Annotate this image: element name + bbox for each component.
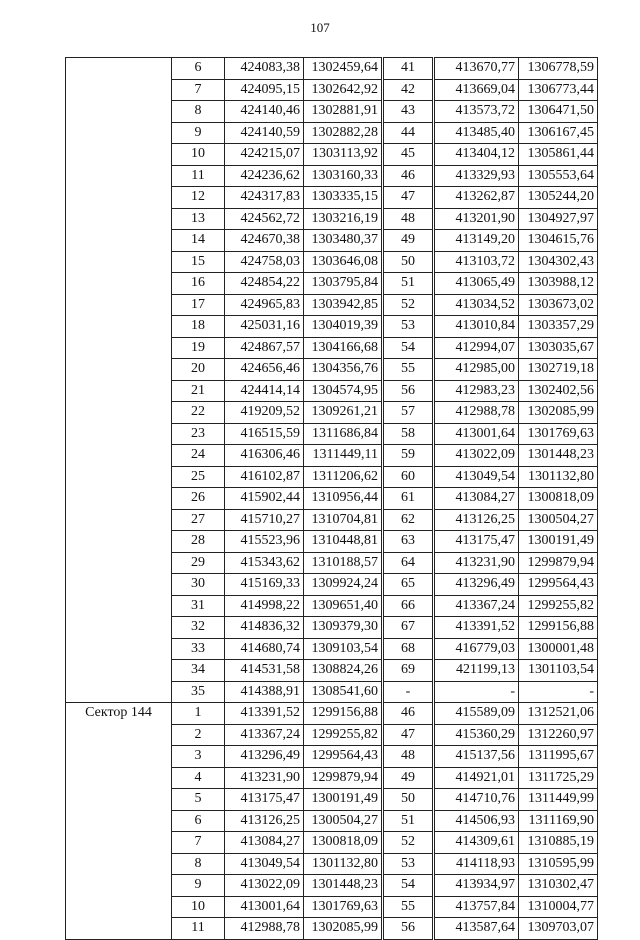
point-number-left: 26 bbox=[172, 488, 225, 510]
point-number-left: 22 bbox=[172, 402, 225, 424]
y-coordinate-right: 1303357,29 bbox=[519, 316, 598, 338]
point-number-right: 55 bbox=[383, 896, 434, 918]
point-number-left: 9 bbox=[172, 875, 225, 897]
point-number-right: 43 bbox=[383, 101, 434, 123]
x-coordinate-left: 414388,91 bbox=[225, 681, 304, 703]
point-number-left: 6 bbox=[172, 58, 225, 80]
point-number-left: 4 bbox=[172, 767, 225, 789]
y-coordinate-left: 1301448,23 bbox=[304, 875, 383, 897]
point-number-right: 46 bbox=[383, 703, 434, 725]
x-coordinate-right: 413391,52 bbox=[434, 617, 519, 639]
y-coordinate-right: 1306471,50 bbox=[519, 101, 598, 123]
y-coordinate-right: 1299156,88 bbox=[519, 617, 598, 639]
page-number: 107 bbox=[310, 20, 330, 35]
y-coordinate-right: 1304615,76 bbox=[519, 230, 598, 252]
x-coordinate-left: 413367,24 bbox=[225, 724, 304, 746]
x-coordinate-left: 413084,27 bbox=[225, 832, 304, 854]
point-number-right: 53 bbox=[383, 316, 434, 338]
y-coordinate-left: 1311449,11 bbox=[304, 445, 383, 467]
point-number-right: 52 bbox=[383, 294, 434, 316]
x-coordinate-left: 415902,44 bbox=[225, 488, 304, 510]
point-number-left: 31 bbox=[172, 595, 225, 617]
x-coordinate-left: 424965,83 bbox=[225, 294, 304, 316]
point-number-left: 18 bbox=[172, 316, 225, 338]
y-coordinate-left: 1309103,54 bbox=[304, 638, 383, 660]
y-coordinate-left: 1303480,37 bbox=[304, 230, 383, 252]
y-coordinate-right: 1301132,80 bbox=[519, 466, 598, 488]
y-coordinate-right: 1299255,82 bbox=[519, 595, 598, 617]
x-coordinate-left: 424215,07 bbox=[225, 144, 304, 166]
y-coordinate-right: 1302085,99 bbox=[519, 402, 598, 424]
point-number-left: 11 bbox=[172, 918, 225, 940]
x-coordinate-left: 413049,54 bbox=[225, 853, 304, 875]
point-number-left: 30 bbox=[172, 574, 225, 596]
x-coordinate-right: 414710,76 bbox=[434, 789, 519, 811]
point-number-right: - bbox=[383, 681, 434, 703]
x-coordinate-right: 413367,24 bbox=[434, 595, 519, 617]
x-coordinate-right: 413001,64 bbox=[434, 423, 519, 445]
point-number-right: 57 bbox=[383, 402, 434, 424]
point-number-right: 62 bbox=[383, 509, 434, 531]
x-coordinate-right: 413934,97 bbox=[434, 875, 519, 897]
y-coordinate-left: 1299255,82 bbox=[304, 724, 383, 746]
y-coordinate-right: 1301448,23 bbox=[519, 445, 598, 467]
point-number-left: 23 bbox=[172, 423, 225, 445]
y-coordinate-left: 1302642,92 bbox=[304, 79, 383, 101]
x-coordinate-right: 415589,09 bbox=[434, 703, 519, 725]
y-coordinate-right: 1303673,02 bbox=[519, 294, 598, 316]
x-coordinate-left: 424095,15 bbox=[225, 79, 304, 101]
point-number-right: 59 bbox=[383, 445, 434, 467]
y-coordinate-right: 1301769,63 bbox=[519, 423, 598, 445]
point-number-right: 52 bbox=[383, 832, 434, 854]
point-number-left: 3 bbox=[172, 746, 225, 768]
point-number-left: 17 bbox=[172, 294, 225, 316]
point-number-left: 35 bbox=[172, 681, 225, 703]
x-coordinate-right: 413573,72 bbox=[434, 101, 519, 123]
x-coordinate-right: 414506,93 bbox=[434, 810, 519, 832]
x-coordinate-left: 413231,90 bbox=[225, 767, 304, 789]
x-coordinate-right: 413670,77 bbox=[434, 58, 519, 80]
y-coordinate-left: 1309261,21 bbox=[304, 402, 383, 424]
y-coordinate-left: 1310188,57 bbox=[304, 552, 383, 574]
point-number-right: 54 bbox=[383, 875, 434, 897]
x-coordinate-left: 415523,96 bbox=[225, 531, 304, 553]
point-number-left: 10 bbox=[172, 144, 225, 166]
y-coordinate-left: 1303795,84 bbox=[304, 273, 383, 295]
y-coordinate-left: 1304356,76 bbox=[304, 359, 383, 381]
y-coordinate-left: 1311686,84 bbox=[304, 423, 383, 445]
point-number-left: 21 bbox=[172, 380, 225, 402]
x-coordinate-right: 416779,03 bbox=[434, 638, 519, 660]
y-coordinate-right: 1300818,09 bbox=[519, 488, 598, 510]
x-coordinate-left: 413022,09 bbox=[225, 875, 304, 897]
point-number-right: 51 bbox=[383, 273, 434, 295]
x-coordinate-right: 413485,40 bbox=[434, 122, 519, 144]
x-coordinate-right: 412988,78 bbox=[434, 402, 519, 424]
point-number-right: 69 bbox=[383, 660, 434, 682]
sector-label bbox=[66, 58, 172, 703]
x-coordinate-left: 414531,58 bbox=[225, 660, 304, 682]
x-coordinate-right: 413175,47 bbox=[434, 531, 519, 553]
point-number-left: 34 bbox=[172, 660, 225, 682]
y-coordinate-left: 1302882,28 bbox=[304, 122, 383, 144]
point-number-right: 60 bbox=[383, 466, 434, 488]
x-coordinate-left: 424656,46 bbox=[225, 359, 304, 381]
point-number-left: 33 bbox=[172, 638, 225, 660]
y-coordinate-left: 1300191,49 bbox=[304, 789, 383, 811]
y-coordinate-right: 1310302,47 bbox=[519, 875, 598, 897]
point-number-left: 32 bbox=[172, 617, 225, 639]
x-coordinate-right: 413022,09 bbox=[434, 445, 519, 467]
y-coordinate-left: 1302459,64 bbox=[304, 58, 383, 80]
y-coordinate-right: 1304302,43 bbox=[519, 251, 598, 273]
y-coordinate-left: 1310704,81 bbox=[304, 509, 383, 531]
sector-label: Сектор 144 bbox=[66, 703, 172, 940]
y-coordinate-right: 1306778,59 bbox=[519, 58, 598, 80]
point-number-right: 48 bbox=[383, 746, 434, 768]
x-coordinate-right: 412985,00 bbox=[434, 359, 519, 381]
point-number-left: 11 bbox=[172, 165, 225, 187]
x-coordinate-left: 413175,47 bbox=[225, 789, 304, 811]
x-coordinate-right: 413065,49 bbox=[434, 273, 519, 295]
x-coordinate-right: 413084,27 bbox=[434, 488, 519, 510]
point-number-right: 49 bbox=[383, 767, 434, 789]
x-coordinate-right: 413034,52 bbox=[434, 294, 519, 316]
x-coordinate-right: - bbox=[434, 681, 519, 703]
x-coordinate-right: 413587,64 bbox=[434, 918, 519, 940]
x-coordinate-right: 415360,29 bbox=[434, 724, 519, 746]
y-coordinate-right: 1303035,67 bbox=[519, 337, 598, 359]
point-number-left: 9 bbox=[172, 122, 225, 144]
y-coordinate-right: 1312521,06 bbox=[519, 703, 598, 725]
x-coordinate-left: 415343,62 bbox=[225, 552, 304, 574]
y-coordinate-right: 1303988,12 bbox=[519, 273, 598, 295]
x-coordinate-left: 425031,16 bbox=[225, 316, 304, 338]
x-coordinate-right: 413149,20 bbox=[434, 230, 519, 252]
y-coordinate-right: 1305553,64 bbox=[519, 165, 598, 187]
point-number-left: 13 bbox=[172, 208, 225, 230]
x-coordinate-right: 413262,87 bbox=[434, 187, 519, 209]
x-coordinate-left: 424236,62 bbox=[225, 165, 304, 187]
y-coordinate-right: 1311995,67 bbox=[519, 746, 598, 768]
y-coordinate-left: 1303335,15 bbox=[304, 187, 383, 209]
point-number-left: 7 bbox=[172, 79, 225, 101]
x-coordinate-left: 424317,83 bbox=[225, 187, 304, 209]
point-number-right: 63 bbox=[383, 531, 434, 553]
point-number-right: 50 bbox=[383, 251, 434, 273]
y-coordinate-right: 1310885,19 bbox=[519, 832, 598, 854]
y-coordinate-right: 1300001,48 bbox=[519, 638, 598, 660]
y-coordinate-right: 1302719,18 bbox=[519, 359, 598, 381]
x-coordinate-right: 413231,90 bbox=[434, 552, 519, 574]
x-coordinate-left: 424562,72 bbox=[225, 208, 304, 230]
x-coordinate-left: 414836,32 bbox=[225, 617, 304, 639]
point-number-left: 2 bbox=[172, 724, 225, 746]
y-coordinate-left: 1299156,88 bbox=[304, 703, 383, 725]
x-coordinate-right: 412983,23 bbox=[434, 380, 519, 402]
point-number-left: 16 bbox=[172, 273, 225, 295]
y-coordinate-right: 1304927,97 bbox=[519, 208, 598, 230]
point-number-left: 6 bbox=[172, 810, 225, 832]
x-coordinate-left: 424670,38 bbox=[225, 230, 304, 252]
x-coordinate-right: 413010,84 bbox=[434, 316, 519, 338]
point-number-right: 46 bbox=[383, 165, 434, 187]
point-number-right: 48 bbox=[383, 208, 434, 230]
y-coordinate-left: 1300504,27 bbox=[304, 810, 383, 832]
x-coordinate-left: 424140,59 bbox=[225, 122, 304, 144]
coordinates-table bbox=[65, 57, 598, 940]
point-number-right: 51 bbox=[383, 810, 434, 832]
point-number-left: 5 bbox=[172, 789, 225, 811]
x-coordinate-left: 424140,46 bbox=[225, 101, 304, 123]
y-coordinate-left: 1303160,33 bbox=[304, 165, 383, 187]
y-coordinate-left: 1308541,60 bbox=[304, 681, 383, 703]
y-coordinate-right: 1306167,45 bbox=[519, 122, 598, 144]
y-coordinate-right: 1310004,77 bbox=[519, 896, 598, 918]
x-coordinate-right: 412994,07 bbox=[434, 337, 519, 359]
point-number-left: 14 bbox=[172, 230, 225, 252]
y-coordinate-left: 1309924,24 bbox=[304, 574, 383, 596]
x-coordinate-left: 413126,25 bbox=[225, 810, 304, 832]
point-number-right: 47 bbox=[383, 187, 434, 209]
x-coordinate-left: 424758,03 bbox=[225, 251, 304, 273]
x-coordinate-left: 413296,49 bbox=[225, 746, 304, 768]
point-number-left: 25 bbox=[172, 466, 225, 488]
point-number-right: 47 bbox=[383, 724, 434, 746]
y-coordinate-right: 1306773,44 bbox=[519, 79, 598, 101]
x-coordinate-left: 416306,46 bbox=[225, 445, 304, 467]
x-coordinate-left: 415710,27 bbox=[225, 509, 304, 531]
x-coordinate-right: 414309,61 bbox=[434, 832, 519, 854]
y-coordinate-left: 1308824,26 bbox=[304, 660, 383, 682]
point-number-right: 41 bbox=[383, 58, 434, 80]
point-number-right: 55 bbox=[383, 359, 434, 381]
point-number-left: 19 bbox=[172, 337, 225, 359]
point-number-left: 8 bbox=[172, 101, 225, 123]
x-coordinate-left: 413391,52 bbox=[225, 703, 304, 725]
y-coordinate-right: - bbox=[519, 681, 598, 703]
y-coordinate-left: 1309651,40 bbox=[304, 595, 383, 617]
x-coordinate-left: 415169,33 bbox=[225, 574, 304, 596]
x-coordinate-left: 414680,74 bbox=[225, 638, 304, 660]
x-coordinate-right: 421199,13 bbox=[434, 660, 519, 682]
y-coordinate-right: 1311449,99 bbox=[519, 789, 598, 811]
y-coordinate-left: 1304574,95 bbox=[304, 380, 383, 402]
point-number-right: 64 bbox=[383, 552, 434, 574]
y-coordinate-right: 1311169,90 bbox=[519, 810, 598, 832]
x-coordinate-right: 414921,01 bbox=[434, 767, 519, 789]
y-coordinate-left: 1299564,43 bbox=[304, 746, 383, 768]
y-coordinate-left: 1309379,30 bbox=[304, 617, 383, 639]
x-coordinate-right: 413404,12 bbox=[434, 144, 519, 166]
y-coordinate-right: 1309703,07 bbox=[519, 918, 598, 940]
point-number-right: 53 bbox=[383, 853, 434, 875]
y-coordinate-right: 1302402,56 bbox=[519, 380, 598, 402]
point-number-right: 49 bbox=[383, 230, 434, 252]
x-coordinate-left: 416102,87 bbox=[225, 466, 304, 488]
point-number-left: 10 bbox=[172, 896, 225, 918]
x-coordinate-left: 424083,38 bbox=[225, 58, 304, 80]
point-number-left: 28 bbox=[172, 531, 225, 553]
x-coordinate-right: 413669,04 bbox=[434, 79, 519, 101]
point-number-right: 68 bbox=[383, 638, 434, 660]
point-number-right: 54 bbox=[383, 337, 434, 359]
y-coordinate-right: 1299879,94 bbox=[519, 552, 598, 574]
x-coordinate-left: 413001,64 bbox=[225, 896, 304, 918]
point-number-left: 15 bbox=[172, 251, 225, 273]
point-number-right: 61 bbox=[383, 488, 434, 510]
x-coordinate-right: 413201,90 bbox=[434, 208, 519, 230]
point-number-left: 12 bbox=[172, 187, 225, 209]
y-coordinate-left: 1303216,19 bbox=[304, 208, 383, 230]
point-number-right: 45 bbox=[383, 144, 434, 166]
point-number-left: 29 bbox=[172, 552, 225, 574]
y-coordinate-left: 1300818,09 bbox=[304, 832, 383, 854]
x-coordinate-right: 413126,25 bbox=[434, 509, 519, 531]
y-coordinate-left: 1302881,91 bbox=[304, 101, 383, 123]
y-coordinate-right: 1299564,43 bbox=[519, 574, 598, 596]
x-coordinate-right: 413103,72 bbox=[434, 251, 519, 273]
point-number-right: 67 bbox=[383, 617, 434, 639]
y-coordinate-left: 1299879,94 bbox=[304, 767, 383, 789]
point-number-right: 56 bbox=[383, 380, 434, 402]
y-coordinate-right: 1305861,44 bbox=[519, 144, 598, 166]
x-coordinate-right: 415137,56 bbox=[434, 746, 519, 768]
y-coordinate-left: 1303942,85 bbox=[304, 294, 383, 316]
y-coordinate-left: 1301132,80 bbox=[304, 853, 383, 875]
point-number-right: 44 bbox=[383, 122, 434, 144]
y-coordinate-right: 1301103,54 bbox=[519, 660, 598, 682]
y-coordinate-right: 1310595,99 bbox=[519, 853, 598, 875]
point-number-left: 7 bbox=[172, 832, 225, 854]
x-coordinate-left: 424854,22 bbox=[225, 273, 304, 295]
point-number-right: 42 bbox=[383, 79, 434, 101]
y-coordinate-right: 1305244,20 bbox=[519, 187, 598, 209]
point-number-left: 1 bbox=[172, 703, 225, 725]
y-coordinate-left: 1311206,62 bbox=[304, 466, 383, 488]
x-coordinate-right: 413757,84 bbox=[434, 896, 519, 918]
point-number-left: 8 bbox=[172, 853, 225, 875]
y-coordinate-left: 1310956,44 bbox=[304, 488, 383, 510]
y-coordinate-left: 1304019,39 bbox=[304, 316, 383, 338]
y-coordinate-right: 1300504,27 bbox=[519, 509, 598, 531]
x-coordinate-right: 413049,54 bbox=[434, 466, 519, 488]
y-coordinate-left: 1301769,63 bbox=[304, 896, 383, 918]
y-coordinate-right: 1312260,97 bbox=[519, 724, 598, 746]
y-coordinate-left: 1304166,68 bbox=[304, 337, 383, 359]
x-coordinate-left: 416515,59 bbox=[225, 423, 304, 445]
x-coordinate-right: 414118,93 bbox=[434, 853, 519, 875]
x-coordinate-left: 424867,57 bbox=[225, 337, 304, 359]
point-number-right: 66 bbox=[383, 595, 434, 617]
x-coordinate-left: 419209,52 bbox=[225, 402, 304, 424]
point-number-left: 24 bbox=[172, 445, 225, 467]
x-coordinate-right: 413329,93 bbox=[434, 165, 519, 187]
point-number-left: 20 bbox=[172, 359, 225, 381]
x-coordinate-left: 414998,22 bbox=[225, 595, 304, 617]
x-coordinate-right: 413296,49 bbox=[434, 574, 519, 596]
y-coordinate-left: 1303646,08 bbox=[304, 251, 383, 273]
point-number-right: 65 bbox=[383, 574, 434, 596]
point-number-right: 58 bbox=[383, 423, 434, 445]
point-number-left: 27 bbox=[172, 509, 225, 531]
y-coordinate-right: 1300191,49 bbox=[519, 531, 598, 553]
point-number-right: 50 bbox=[383, 789, 434, 811]
table-row bbox=[66, 58, 598, 80]
x-coordinate-left: 424414,14 bbox=[225, 380, 304, 402]
point-number-right: 56 bbox=[383, 918, 434, 940]
table-row bbox=[66, 703, 598, 725]
y-coordinate-right: 1311725,29 bbox=[519, 767, 598, 789]
y-coordinate-left: 1303113,92 bbox=[304, 144, 383, 166]
x-coordinate-left: 412988,78 bbox=[225, 918, 304, 940]
y-coordinate-left: 1310448,81 bbox=[304, 531, 383, 553]
y-coordinate-left: 1302085,99 bbox=[304, 918, 383, 940]
